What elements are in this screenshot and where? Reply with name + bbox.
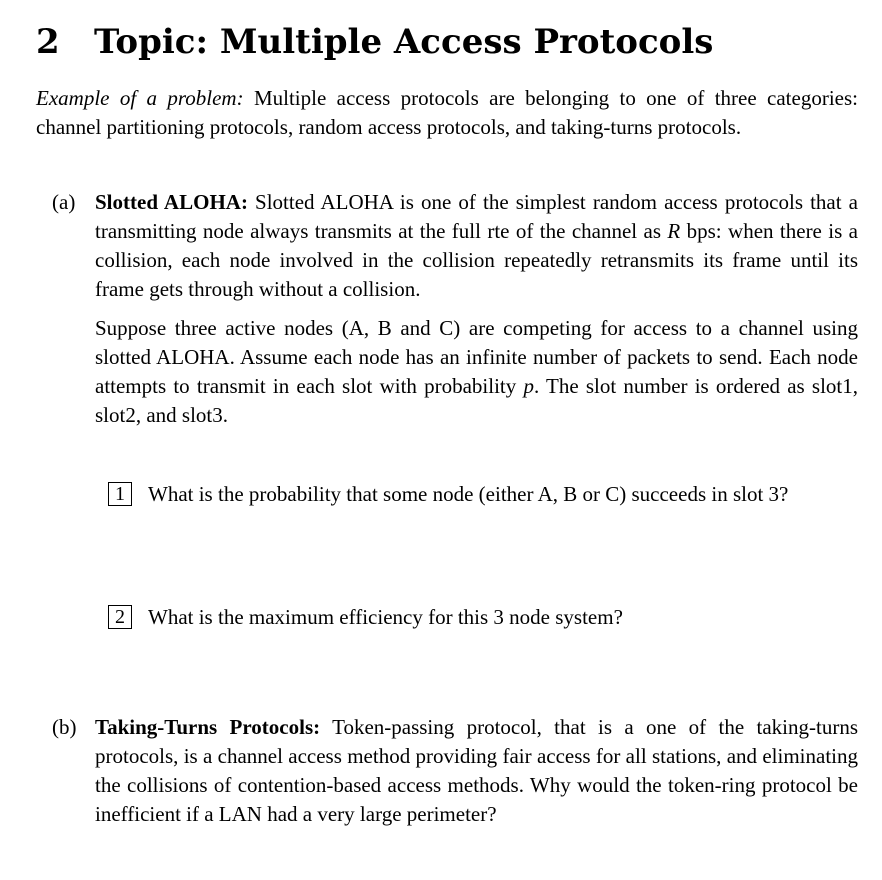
part-a-para1-before: Slotted ALOHA is one of the simplest random access protocols that a transmitting node always transmits at the full rte of the channel as [95,190,858,243]
section-title: Topic: Multiple Access Protocols [94,22,714,62]
part-b [36,713,858,829]
part-a-para1-after: bps: when there is a collision, each node involved in the collision repeatedly retransmits its frame until its frame gets through without a collision. [95,219,858,301]
question-1-text: What is the probability that some node (either A, B or C) succeeds in slot 3? [148,482,789,506]
part-b-paragraph [95,713,858,829]
question-2 [108,603,858,632]
part-b-heading: Taking-Turns Protocols: [95,715,321,739]
part-a-label: (a) [52,190,76,214]
part-a-para2-before: Suppose three active nodes (A, B and C) are competing for access to a channel using slotted ALOHA. Assume each node has an infinite number of packets to send. Each node attempts to transmit in each slot with probability [95,316,858,398]
part-a-paragraph-1 [95,188,858,304]
part-a-para2-after: . The slot number is ordered as slot1, slot2, and slot3. [95,374,859,427]
intro-text: Multiple access protocols are belonging to one of three categories: channel partitioning protocols, random access protocols, and taking-turns protocols. [36,86,858,139]
question-2-number-box: 2 [108,605,132,629]
part-b-body [95,713,858,829]
part-b-text: Token-passing protocol, that is a one of the taking-turns protocols, is a channel access method providing fair access for all stations, and eliminating the collisions of contention-based access methods. Why would the token-ring protocol be inefficient if a LAN had a very large perimeter? [95,715,858,826]
question-1 [108,480,858,509]
probability-variable: p [523,374,534,398]
part-a-heading: Slotted ALOHA: [95,190,248,214]
question-1-number-box: 1 [108,482,132,506]
question-2-text: What is the maximum efficiency for this 3 node system? [148,605,623,629]
section-heading [36,22,713,62]
part-a [36,188,858,430]
intro-paragraph [36,84,858,142]
part-a-body [95,188,858,430]
part-b-label: (b) [52,715,77,739]
rate-variable: R [667,219,681,243]
intro-lead: Example of a problem: [36,86,244,110]
section-number: 2 [36,22,60,62]
part-a-paragraph-2 [95,314,858,430]
